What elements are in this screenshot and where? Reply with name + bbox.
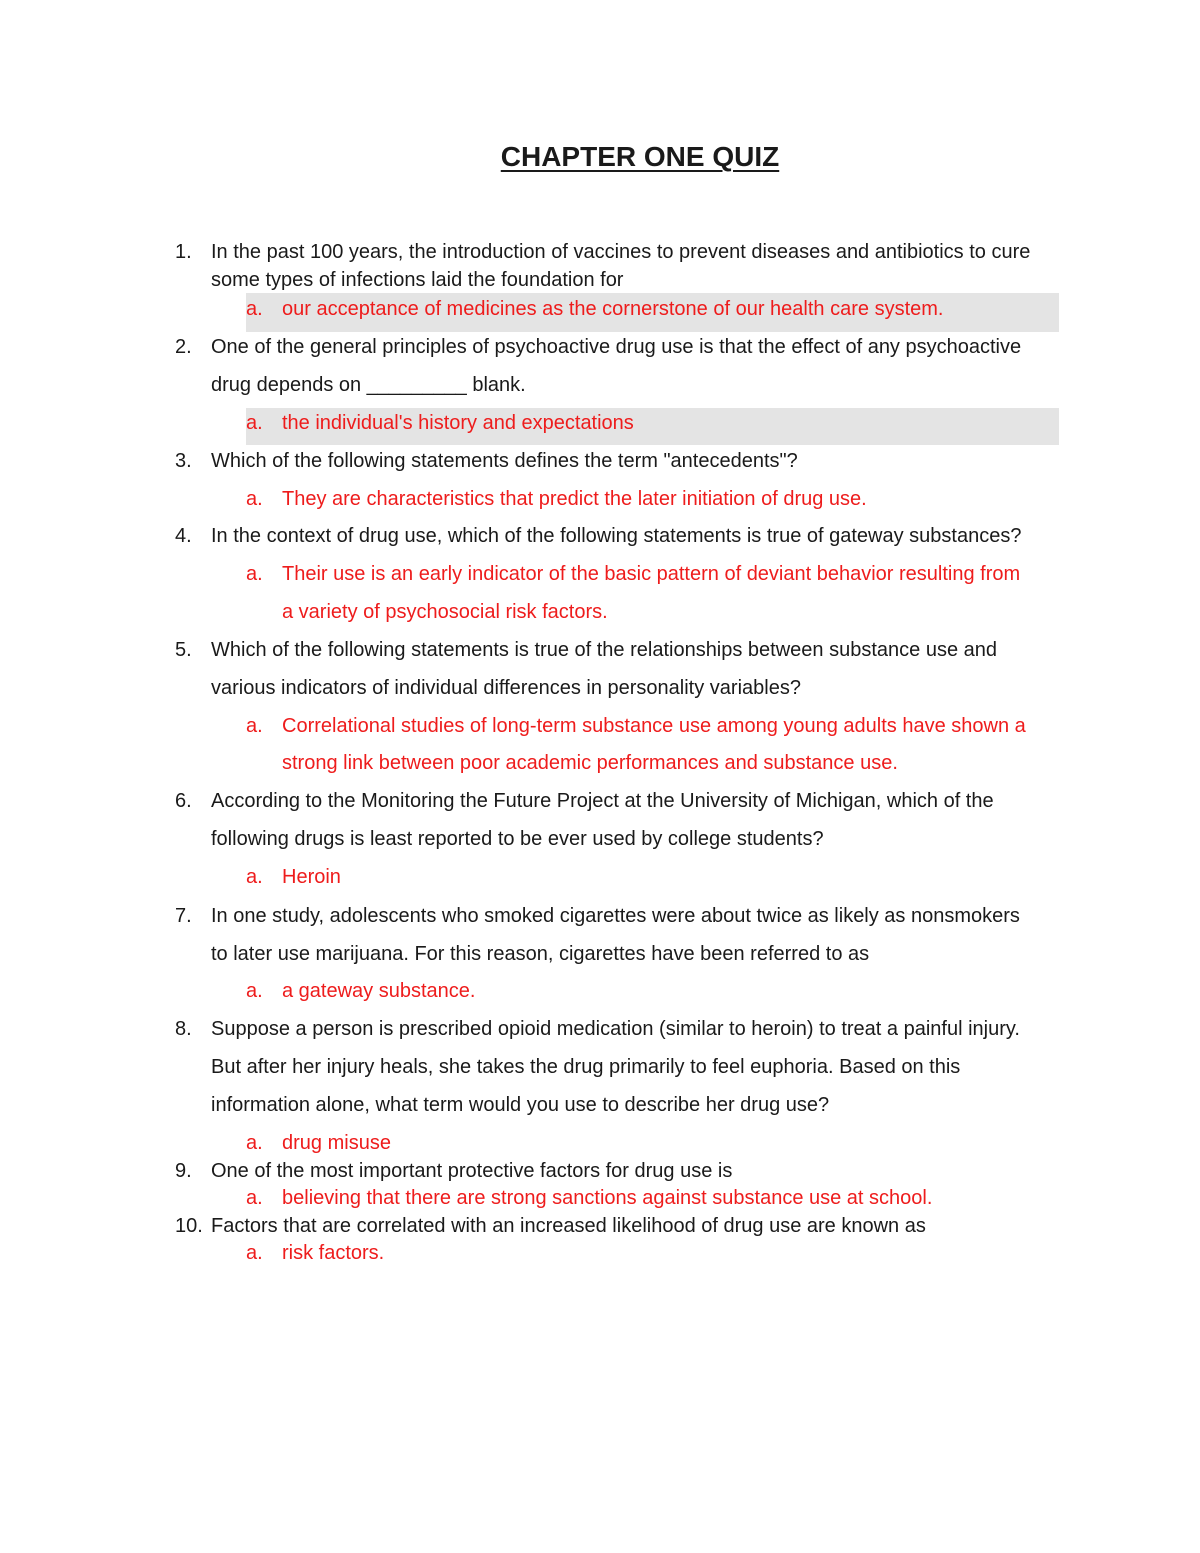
question-number: 4. [175,525,192,547]
question-text: In the past 100 years, the introduction of vaccines to prevent diseases and antibiotics to cure [211,241,1031,263]
answer-text: They are characteristics that predict the later initiation of drug use. [282,488,867,510]
answer-text: a variety of psychosocial risk factors. [282,601,608,623]
question-number: 6. [175,790,192,812]
answer-letter: a. [246,866,263,888]
question-text: Which of the following statements defines the term "antecedents"? [211,450,798,472]
question-text: Suppose a person is prescribed opioid medication (similar to heroin) to treat a painful injury. [211,1018,1020,1040]
question-number: 5. [175,639,192,661]
question-number: 10. [175,1215,203,1237]
answer-text: a gateway substance. [282,980,476,1002]
question-text: various indicators of individual differences in personality variables? [211,677,801,699]
answer-letter: a. [246,563,263,585]
answer-text: Heroin [282,866,341,888]
answer-letter: a. [246,1242,263,1264]
question-text: But after her injury heals, she takes the drug primarily to feel euphoria. Based on this [211,1056,961,1078]
answer-text: believing that there are strong sanctions against substance use at school. [282,1187,933,1209]
question-text: One of the most important protective factors for drug use is [211,1160,733,1182]
question-number: 2. [175,336,192,358]
question-text: some types of infections laid the foundation for [211,269,624,291]
answer-text: strong link between poor academic performances and substance use. [282,752,898,774]
question-text: According to the Monitoring the Future Project at the University of Michigan, which of the [211,790,994,812]
answer-letter: a. [246,1187,263,1209]
answer-text: risk factors. [282,1242,385,1264]
answer-text: drug misuse [282,1132,391,1154]
answer-letter: a. [246,715,263,737]
question-number: 7. [175,905,192,927]
question-text: to later use marijuana. For this reason, cigarettes have been referred to as [211,943,870,965]
question-text: One of the general principles of psychoactive drug use is that the effect of any psychoactive [211,336,1022,358]
answer-letter: a. [246,412,263,434]
answer-text: the individual's history and expectations [282,412,634,434]
answer-letter: a. [246,488,263,510]
answer-text: Their use is an early indicator of the basic pattern of deviant behavior resulting from [282,563,1021,585]
answer-text: Correlational studies of long-term substance use among young adults have shown a [282,715,1026,737]
question-text: following drugs is least reported to be ever used by college students? [211,828,824,850]
question-text: In the context of drug use, which of the following statements is true of gateway substances? [211,525,1022,547]
question-text: Factors that are correlated with an increased likelihood of drug use are known as [211,1215,926,1237]
question-number: 8. [175,1018,192,1040]
answer-letter: a. [246,1132,263,1154]
question-number: 9. [175,1160,192,1182]
page-title: CHAPTER ONE QUIZ [500,141,780,172]
question-number: 1. [175,241,192,263]
question-number: 3. [175,450,192,472]
question-text: information alone, what term would you use to describe her drug use? [211,1094,830,1116]
question-text: drug depends on _________ blank. [211,374,526,396]
question-text: Which of the following statements is true of the relationships between substance use and [211,639,998,661]
answer-letter: a. [246,980,263,1002]
answer-text: our acceptance of medicines as the cornerstone of our health care system. [282,298,944,320]
question-text: In one study, adolescents who smoked cigarettes were about twice as likely as nonsmokers [211,905,1020,927]
answer-letter: a. [246,298,263,320]
